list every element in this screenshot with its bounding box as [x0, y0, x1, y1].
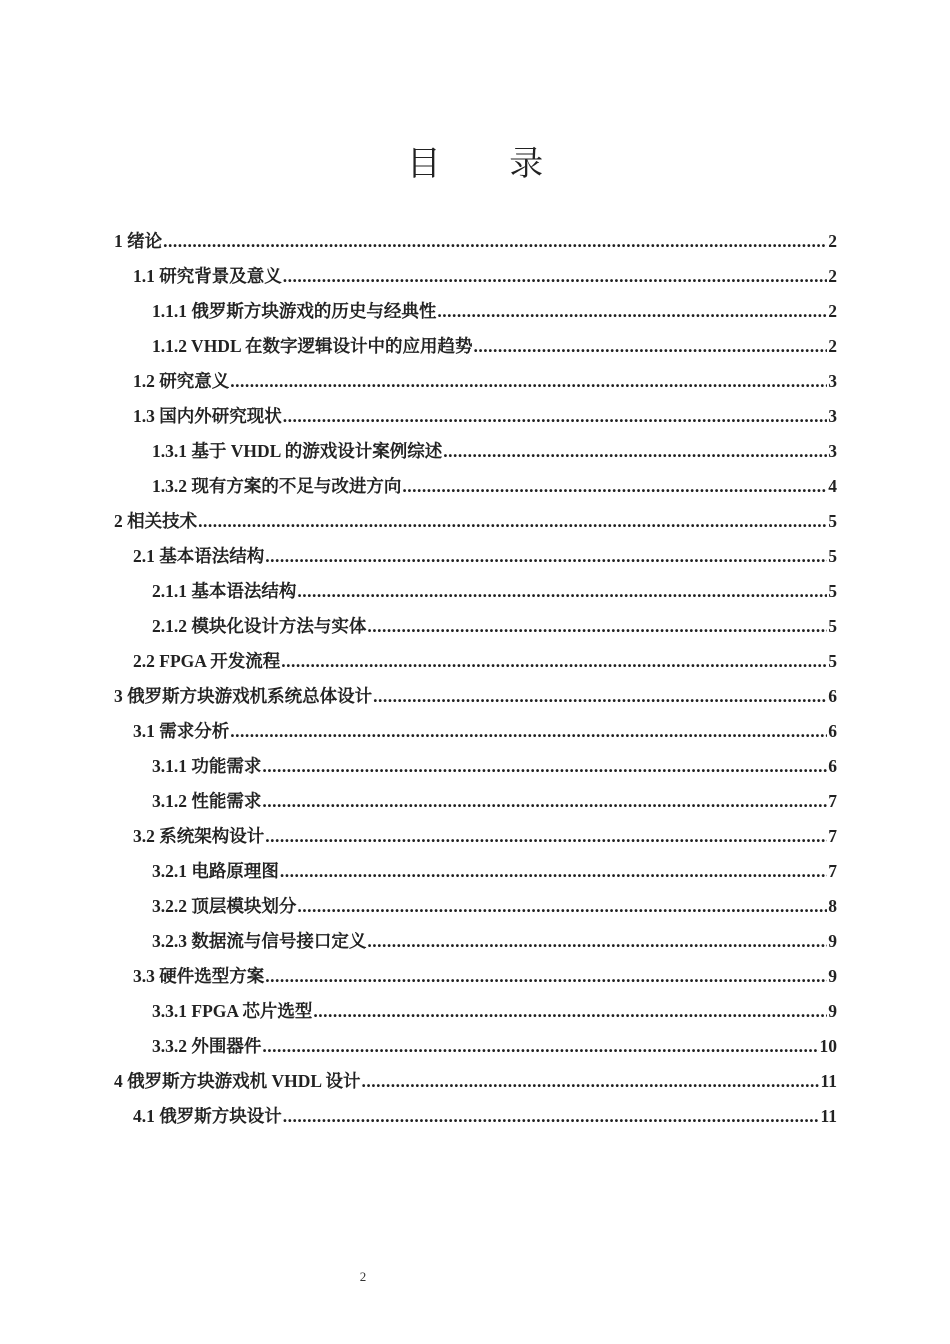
toc-entry[interactable] [114, 1029, 837, 1064]
toc-entry-page: 2 [828, 336, 837, 356]
toc-entry-page: 5 [828, 511, 837, 531]
toc-leader-dots [230, 714, 827, 749]
toc-entry-page: 11 [820, 1106, 837, 1126]
toc-entry-page: 4 [828, 476, 837, 496]
toc-leader-dots [198, 504, 827, 539]
toc-entry-label: 3.2.3 数据流与信号接口定义 [152, 931, 367, 951]
toc-entry-page: 7 [828, 791, 837, 811]
toc-leader-dots [283, 1099, 820, 1134]
toc-entry-page: 2 [828, 301, 837, 321]
toc-entry[interactable] [114, 924, 837, 959]
toc-entry-label: 2.2 FPGA 开发流程 [133, 651, 281, 671]
toc-leader-dots [297, 574, 827, 609]
toc-entry[interactable] [114, 994, 837, 1029]
toc-entry[interactable] [114, 364, 837, 399]
toc-title: 目 录 [406, 146, 574, 183]
toc-entry-label: 1.1 研究背景及意义 [133, 266, 282, 286]
toc-leader-dots [262, 749, 827, 784]
toc-leader-dots [163, 224, 827, 259]
toc-entry[interactable] [114, 224, 837, 259]
toc-entry-page: 5 [828, 616, 837, 636]
toc-leader-dots [437, 294, 827, 329]
toc-entry-label: 2.1.1 基本语法结构 [152, 581, 297, 601]
toc-entry-label: 1.3.2 现有方案的不足与改进方向 [152, 476, 402, 496]
toc-entry-page: 6 [828, 686, 837, 706]
toc-leader-dots [367, 609, 827, 644]
toc-leader-dots [283, 259, 828, 294]
toc-entry-page: 9 [828, 966, 837, 986]
toc-entry-page: 3 [828, 371, 837, 391]
toc-entry[interactable] [114, 574, 837, 609]
toc-entry-label: 3 俄罗斯方块游戏机系统总体设计 [114, 686, 373, 706]
toc-entry[interactable] [114, 1099, 837, 1134]
toc-entry[interactable] [114, 539, 837, 574]
toc-entry-label: 1 绪论 [114, 231, 163, 251]
toc-entry-label: 4 俄罗斯方块游戏机 VHDL 设计 [114, 1071, 361, 1091]
toc-leader-dots [313, 994, 827, 1029]
toc-entry-page: 2 [828, 266, 837, 286]
toc-entry-page: 5 [828, 581, 837, 601]
toc-leader-dots [281, 644, 827, 679]
toc-entry-page: 10 [819, 1036, 837, 1056]
toc-entry-label: 2 相关技术 [114, 511, 198, 531]
toc-entry-page: 6 [828, 756, 837, 776]
toc-entry-label: 3.3 硬件选型方案 [133, 966, 265, 986]
toc-entry-label: 1.3.1 基于 VHDL 的游戏设计案例综述 [152, 441, 443, 461]
toc-leader-dots [262, 784, 827, 819]
toc-entry[interactable] [114, 399, 837, 434]
toc-entry[interactable] [114, 959, 837, 994]
toc-entry-page: 9 [828, 1001, 837, 1021]
toc-entry-page: 11 [820, 1071, 837, 1091]
toc-entry[interactable] [114, 259, 837, 294]
toc-leader-dots [443, 434, 827, 469]
toc-entry[interactable] [114, 294, 837, 329]
toc-entry-page: 9 [828, 931, 837, 951]
toc-leader-dots [265, 959, 827, 994]
toc-entry-page: 7 [828, 861, 837, 881]
toc-entry-label: 4.1 俄罗斯方块设计 [133, 1106, 282, 1126]
toc-entry[interactable] [114, 889, 837, 924]
toc-leader-dots [367, 924, 827, 959]
toc-entry-label: 2.1.2 模块化设计方法与实体 [152, 616, 367, 636]
toc-entry[interactable] [114, 854, 837, 889]
toc-entry-page: 3 [828, 406, 837, 426]
toc-entry-page: 5 [828, 546, 837, 566]
toc-entry[interactable] [114, 714, 837, 749]
toc-entry[interactable] [114, 469, 837, 504]
toc-entry-page: 3 [828, 441, 837, 461]
toc-entry[interactable] [114, 1064, 837, 1099]
toc-entry-label: 2.1 基本语法结构 [133, 546, 265, 566]
toc-entry-page: 2 [828, 231, 837, 251]
page-number: 2 [359, 1269, 367, 1284]
toc-entry[interactable] [114, 609, 837, 644]
toc-entry-page: 8 [828, 896, 837, 916]
toc-leader-dots [361, 1064, 819, 1099]
toc-leader-dots [297, 889, 827, 924]
toc-entry-label: 3.1.2 性能需求 [152, 791, 262, 811]
toc-leader-dots [373, 679, 827, 714]
toc-entry[interactable] [114, 329, 837, 364]
table-of-contents [114, 224, 837, 1134]
toc-entry[interactable] [114, 749, 837, 784]
toc-leader-dots [262, 1029, 818, 1064]
toc-entry-label: 3.3.2 外围器件 [152, 1036, 262, 1056]
toc-entry-label: 3.1 需求分析 [133, 721, 230, 741]
toc-leader-dots [230, 364, 827, 399]
toc-entry-label: 1.2 研究意义 [133, 371, 230, 391]
toc-leader-dots [280, 854, 827, 889]
toc-entry-label: 1.1.2 VHDL 在数字逻辑设计中的应用趋势 [152, 336, 473, 356]
toc-leader-dots [265, 819, 827, 854]
toc-entry-label: 1.1.1 俄罗斯方块游戏的历史与经典性 [152, 301, 437, 321]
toc-entry[interactable] [114, 434, 837, 469]
toc-leader-dots [265, 539, 827, 574]
toc-entry-label: 3.3.1 FPGA 芯片选型 [152, 1001, 313, 1021]
toc-leader-dots [402, 469, 827, 504]
toc-leader-dots [474, 329, 828, 364]
toc-entry[interactable] [114, 679, 837, 714]
toc-entry-label: 3.2 系统架构设计 [133, 826, 265, 846]
toc-entry-page: 5 [828, 651, 837, 671]
toc-leader-dots [283, 399, 828, 434]
toc-entry-label: 1.3 国内外研究现状 [133, 406, 282, 426]
toc-entry-label: 3.1.1 功能需求 [152, 756, 262, 776]
toc-entry-label: 3.2.2 顶层模块划分 [152, 896, 297, 916]
toc-entry-page: 6 [828, 721, 837, 741]
toc-entry[interactable] [114, 644, 837, 679]
toc-entry[interactable] [114, 819, 837, 854]
toc-entry[interactable] [114, 784, 837, 819]
toc-entry[interactable] [114, 504, 837, 539]
toc-entry-label: 3.2.1 电路原理图 [152, 861, 279, 881]
toc-entry-page: 7 [828, 826, 837, 846]
